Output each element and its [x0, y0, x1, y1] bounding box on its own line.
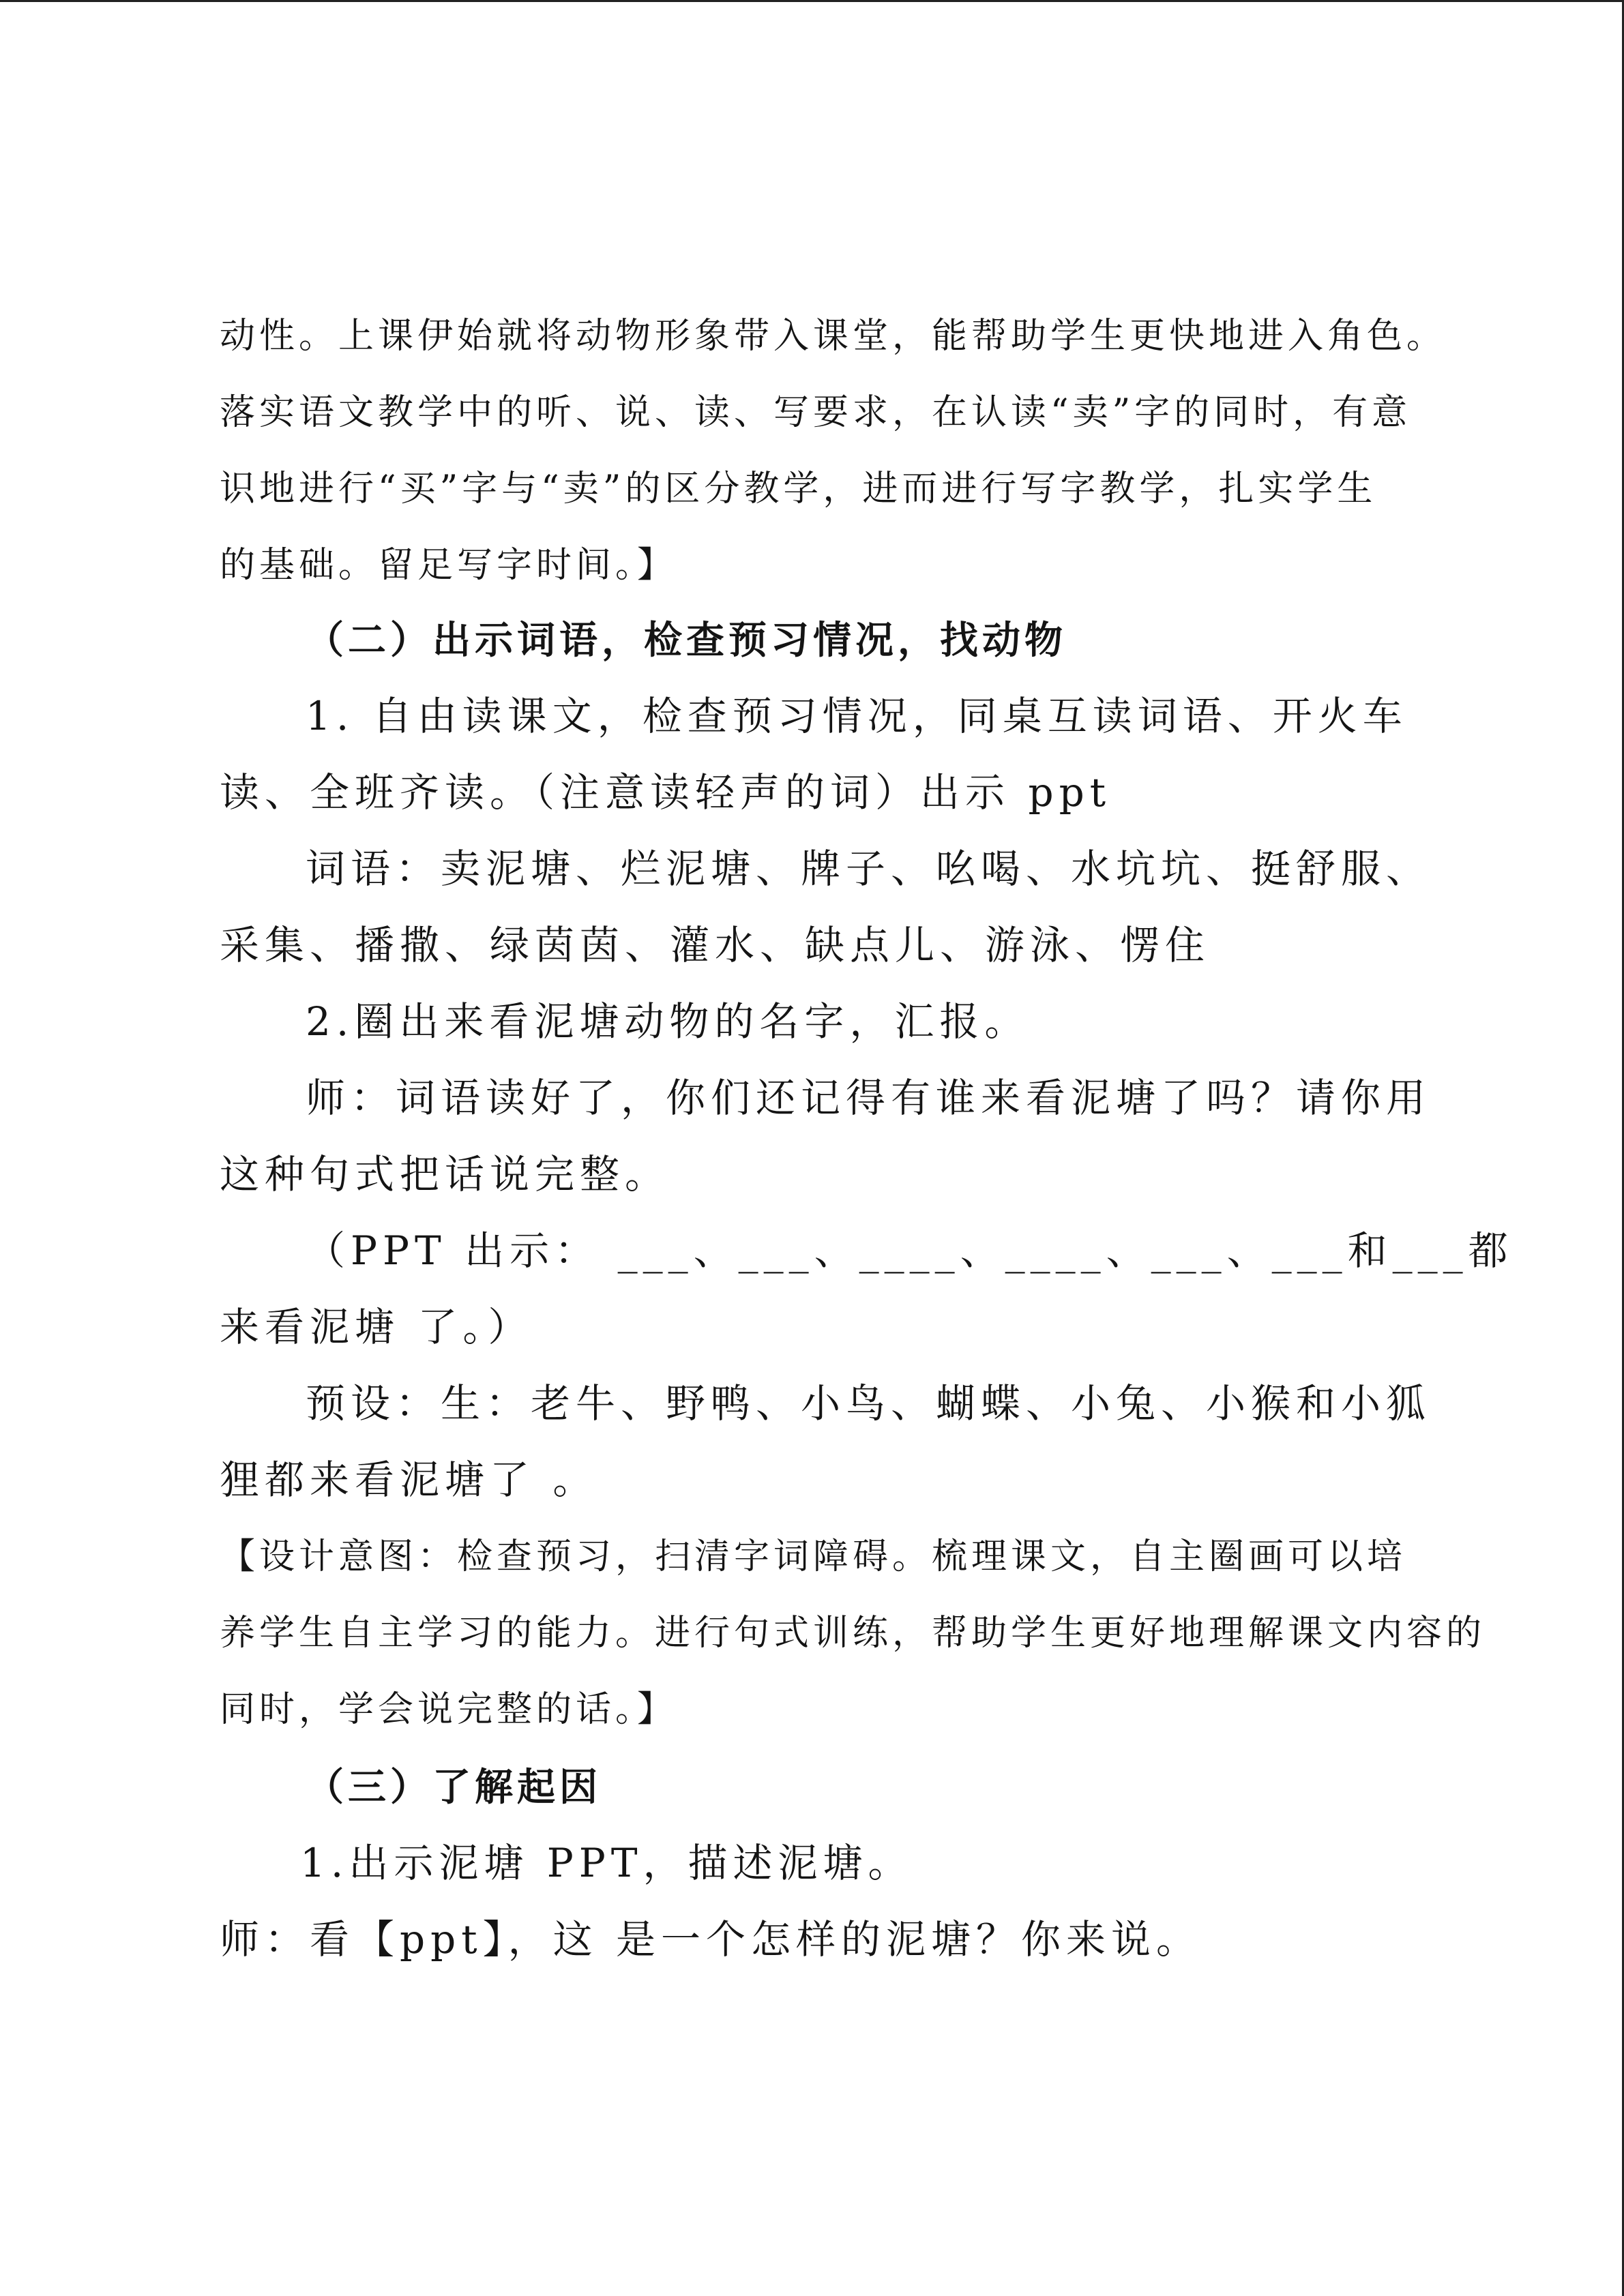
body-line-4: 采集、播撒、绿茵茵、灌水、缺点儿、游泳、愣住 — [220, 922, 1211, 968]
body-line-5: 2.圈出来看泥塘动物的名字，汇报。 — [306, 998, 1030, 1045]
design-note-line-4: 的基础。留足写字时间。】 — [220, 545, 677, 586]
section-heading-2: （二）出示词语，检查预习情况，找动物 — [306, 618, 1067, 663]
body-line-11: 狸都来看泥塘了 。 — [220, 1457, 598, 1503]
body-line-8: （PPT 出示： ___、___、____、____、___、___和___都 — [306, 1227, 1514, 1274]
design-note-line-6: 养学生自主学习的能力。进行句式训练，帮助学生更好地理解课文内容的 — [220, 1613, 1486, 1654]
body-line-3: 词语：卖泥塘、烂泥塘、牌子、吆喝、水坑坑、挺舒服、 — [306, 846, 1432, 892]
body-line-10: 预设：生：老牛、野鸭、小鸟、蝴蝶、小兔、小猴和小狐 — [306, 1380, 1432, 1427]
body-line-2: 读、全班齐读。（注意读轻声的词）出示 ppt — [220, 769, 1112, 816]
design-note-line-3: 识地进行“买”字与“卖”的区分教学，进而进行写字教学，扎实学生 — [220, 468, 1377, 509]
body-line-7: 这种句式把话说完整。 — [220, 1151, 670, 1197]
design-note-line-5: 【设计意图：检查预习，扫清字词障碍。梳理课文，自主圈画可以培 — [220, 1536, 1407, 1577]
section-heading-3: （三）了解起因 — [306, 1765, 602, 1810]
body-line-1: 1. 自由读课文，检查预习情况，同桌互读词语、开火车 — [306, 693, 1408, 739]
design-note-line-7: 同时，学会说完整的话。】 — [220, 1689, 677, 1730]
design-note-line-1: 动性。上课伊始就将动物形象带入课堂，能帮助学生更快地进入角色。 — [220, 316, 1447, 357]
design-note-line-2: 落实语文教学中的听、说、读、写要求，在认读“卖”字的同时，有意 — [220, 392, 1412, 433]
body-line-9: 来看泥塘 了。） — [220, 1304, 533, 1350]
body-line-12: 1.出示泥塘 PPT，描述泥塘。 — [300, 1840, 913, 1886]
body-line-6: 师：词语读好了，你们还记得有谁来看泥塘了吗？请你用 — [306, 1075, 1432, 1121]
body-line-13: 师：看【ppt】，这 是一个怎样的泥塘？你来说。 — [220, 1916, 1202, 1963]
